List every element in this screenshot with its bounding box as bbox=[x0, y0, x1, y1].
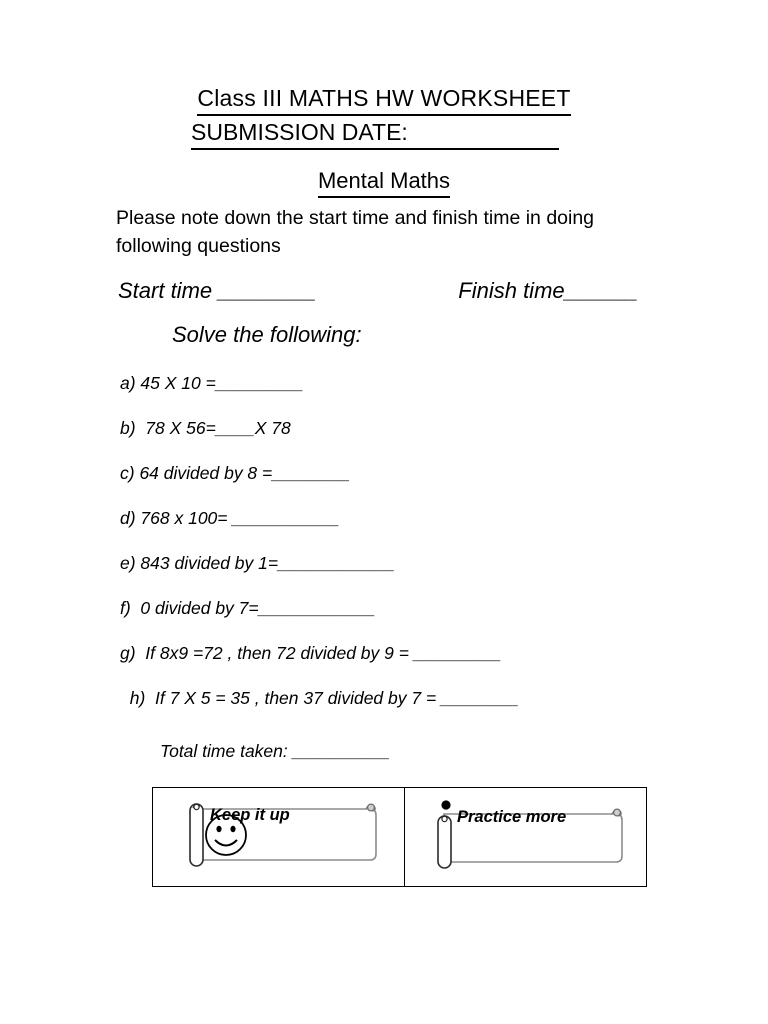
question-item-b[interactable]: b) 78 X 56=____X 78 bbox=[120, 418, 291, 438]
question-item-e[interactable]: e) 843 divided by 1=____________ bbox=[120, 553, 395, 573]
worksheet-subtitle: Mental Maths bbox=[318, 167, 450, 198]
question-item-d[interactable]: d) 768 x 100= ___________ bbox=[120, 508, 340, 528]
submission-date-row bbox=[0, 118, 768, 150]
total-time-field[interactable]: Total time taken: __________ bbox=[160, 741, 390, 761]
section-heading: Solve the following: bbox=[172, 322, 362, 347]
instructions-text: Please note down the start time and finish time in doing following questions bbox=[116, 207, 595, 257]
finish-time-field[interactable]: Finish time______ bbox=[458, 278, 639, 303]
start-time-field[interactable]: Start time ________ bbox=[118, 278, 317, 303]
keep-it-up-label: Keep it up bbox=[210, 806, 290, 824]
page-title: Class III MATHS HW WORKSHEET bbox=[197, 84, 570, 116]
submission-date-label: SUBMISSION DATE: bbox=[191, 118, 559, 150]
footer-banner-table bbox=[152, 787, 647, 887]
question-item-g[interactable]: g) If 8x9 =72 , then 72 divided by 9 = _________ bbox=[120, 643, 502, 663]
subtitle-row bbox=[0, 167, 768, 198]
question-item-f[interactable]: f) 0 divided by 7=____________ bbox=[120, 598, 376, 618]
footer-cell-keep-it-up bbox=[153, 788, 405, 886]
questions-list bbox=[120, 372, 680, 732]
question-item-a[interactable]: a) 45 X 10 =_________ bbox=[120, 373, 304, 393]
page-title-block bbox=[0, 0, 768, 198]
practice-more-label: Practice more bbox=[456, 808, 567, 826]
footer-cell-practice-more bbox=[405, 788, 646, 886]
question-item-c[interactable]: c) 64 divided by 8 =________ bbox=[120, 463, 351, 483]
time-fields-row bbox=[118, 276, 658, 306]
question-item-h[interactable]: h) If 7 X 5 = 35 , then 37 divided by 7 = ________ bbox=[120, 688, 519, 708]
bullet-dot-icon bbox=[441, 800, 450, 809]
